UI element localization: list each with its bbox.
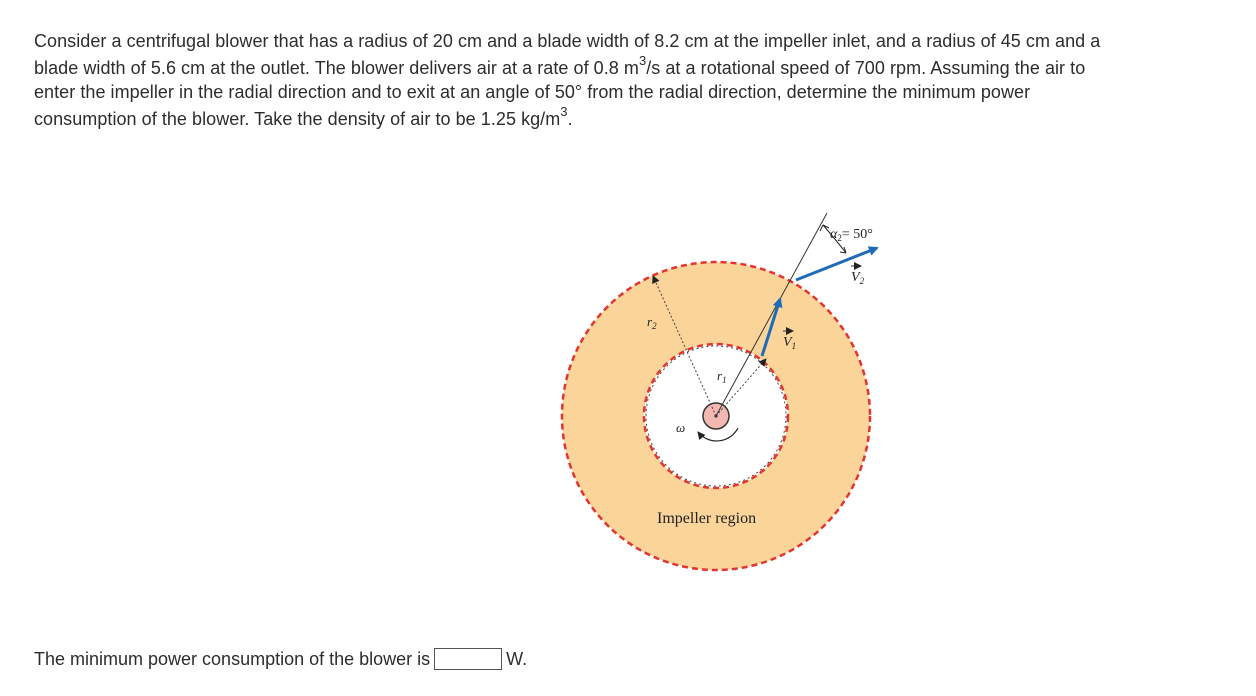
cubic-superscript: 3 — [638, 53, 647, 68]
v1-label: $V_1$ — [783, 335, 797, 351]
problem-line-2-tail: /s at a rotational speed of 700 rpm. Assuming the air to — [646, 58, 1086, 78]
answer-row — [34, 646, 527, 672]
r2-label: $r_2$ — [647, 314, 657, 331]
problem-line-4 — [34, 106, 1224, 133]
v2-label: $V_2$ — [851, 270, 865, 286]
problem-line-4-text: consumption of the blower. Take the density of air to be 1.25 kg/m — [34, 109, 561, 129]
answer-unit: W. — [506, 648, 528, 669]
problem-line-1: Consider a centrifugal blower that has a radius of 20 cm and a blade width of 8.2 cm at the impeller inlet, and a radius of 45 cm and a — [34, 31, 1101, 51]
problem-line-4-tail: . — [567, 109, 573, 129]
v2-arrow — [796, 248, 877, 280]
problem-line-2 — [34, 55, 1224, 82]
answer-input[interactable] — [434, 648, 502, 670]
alpha-label: $\alpha_2= 50^\circ$ — [830, 227, 873, 243]
omega-label: ω — [676, 420, 686, 435]
problem-statement — [34, 28, 1224, 133]
impeller-region-label: Impeller region — [657, 510, 757, 527]
impeller-figure — [540, 196, 920, 596]
r1-label: $r_1$ — [717, 368, 727, 385]
problem-line-3: enter the impeller in the radial direction and to exit at an angle of 50° from the radial direction, determine the minimum power — [34, 82, 1031, 102]
answer-prompt: The minimum power consumption of the blower is — [34, 648, 431, 669]
cubic-superscript: 3 — [560, 104, 568, 119]
problem-line-2-text: blade width of 5.6 cm at the outlet. The blower delivers air at a rate of 0.8 m — [34, 58, 639, 78]
impeller-diagram — [540, 196, 920, 596]
